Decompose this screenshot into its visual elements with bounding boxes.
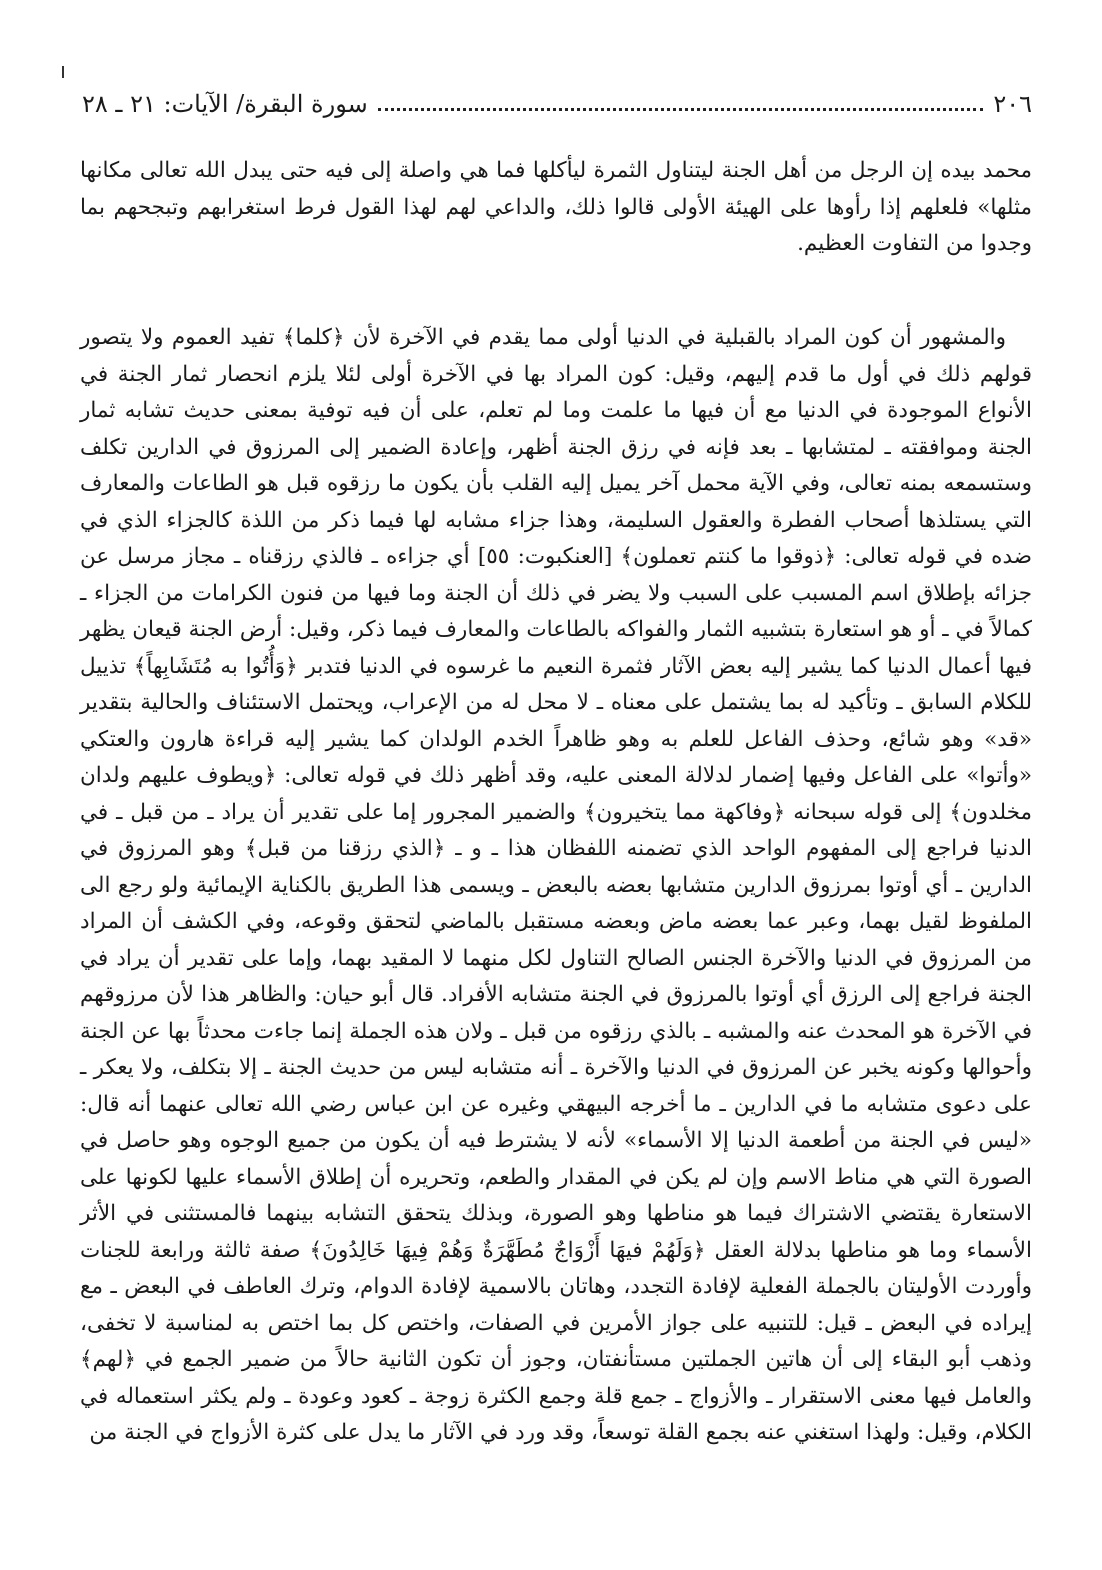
dotted-leader — [378, 108, 984, 111]
paragraph-1: محمد بيده إن الرجل من أهل الجنة ليتناول الثمرة ليأكلها فما هي واصلة إلى فيه حتى يبدل الله تعالى مكانها مثلها» فلعلهم إذا رأوها على الهيئة الأولى قالوا ذلك، والداعي لهم لهذا القول فرط استغرابهم وتبجحهم بما وجدوا من التفاوت العظيم. — [80, 158, 1032, 256]
paragraph-continuation — [80, 153, 1032, 263]
margin-mark — [62, 66, 64, 78]
page-number: ٢٠٦ — [993, 90, 1032, 118]
paragraph-main — [80, 320, 1032, 1452]
running-header — [82, 84, 1032, 124]
paragraph-2: والمشهور أن كون المراد بالقبلية في الدنيا أولى مما يقدم في الآخرة لأن ﴿كلما﴾ تفيد العموم ولا يتصور قولهم ذلك في أول ما قدم إليهم، وقيل: كون المراد بها في الآخرة أولى لئلا يلزم انحصار ثمار الجنة في الأنواع الموجودة في الدنيا مع أن فيها ما علمت وما لم تعلم، على أن فيه توفية بمعنى حديث تشابه ثمار الجنة وموافقته ـ لمتشابها ـ بعد فإنه في رزق الجنة أظهر، وإعادة الضمير إلى المرزوق في الدارين تكلف وستسمعه بمنه تعالى، وفي الآية محمل آخر يميل إليه القلب بأن يكون ما رزقوه قبل هو الطاعات والمعارف التي يستلذها أصحاب الفطرة والعقول السليمة، وهذا جزاء مشابه لها فيما ذكر من اللذة كالجزاء الذي في ضده في قوله تعالى: ﴿ذوقوا ما كنتم تعملون﴾ [العنكبوت: ٥٥] أي جزاءه ـ فالذي رزقناه ـ مجاز مرسل عن جزائه بإطلاق اسم المسبب على السبب ولا يضر في ذلك أن الجنة وما فيها من فنون الكرامات من الجزاء ـ كمالاً في ـ أو هو استعارة بتشبيه الثمار والفواكه بالطاعات والمعارف فيما ذكر، وقيل: أرض الجنة قيعان يظهر فيها أعمال الدنيا كما يشير إليه بعض الآثار فثمرة النعيم ما غرسوه في الدنيا فتدبر ﴿وَأُتُوا به مُتَشَابِهاً﴾ تذييل للكلام السابق ـ وتأكيد له بما يشتمل على معناه ـ لا محل له من الإعراب، ويحتمل الاستئناف والحالية بتقدير «قد» وهو شائع، وحذف الفاعل للعلم به وهو ظاهراً الخدم الولدان كما يشير إليه قراءة هارون والعتكي «وأتوا» على الفاعل وفيها إضمار لدلالة المعنى عليه، وقد أظهر ذلك في قوله تعالى: ﴿ويطوف عليهم ولدان مخلدون﴾ إلى قوله سبحانه ﴿وفاكهة مما يتخيرون﴾ والضمير المجرور إما على تقدير أن يراد ـ من قبل ـ في الدنيا فراجع إلى المفهوم الواحد الذي تضمنه اللفظان هذا ـ و ـ ﴿الذي رزقنا من قبل﴾ وهو المرزوق في الدارين ـ أي أوتوا بمرزوق الدارين متشابها بعضه بالبعض ـ ويسمى هذا الطريق بالكناية الإيمائية ولو رجع الى الملفوظ لقيل بهما، وعبر عما بعضه ماض وبعضه مستقبل بالماضي لتحقق وقوعه، وفي الكشف أن المراد من المرزوق في الدنيا والآخرة الجنس الصالح التناول لكل منهما لا المقيد بهما، وإما على تقدير أن يراد في الجنة فراجع إلى الرزق أي أوتوا بالمرزوق في الجنة متشابه الأفراد. قال أبو حيان: والظاهر هذا لأن مرزوقهم في الآخرة هو المحدث عنه والمشبه ـ بالذي رزقوه من قبل ـ ولان هذه الجملة إنما جاءت محدثاً بها عن الجنة وأحوالها وكونه يخبر عن المرزوق في الدنيا والآخرة ـ أنه متشابه ليس من حديث الجنة ـ إلا بتكلف، ولا يعكر ـ على دعوى متشابه ما في الدارين ـ ما أخرجه البيهقي وغيره عن ابن عباس رضي الله تعالى عنهما أنه قال: «ليس في الجنة من أطعمة الدنيا إلا الأسماء» لأنه لا يشترط فيه أن يكون من جميع الوجوه وهو حاصل في الصورة التي هي مناط الاسم وإن لم يكن في المقدار والطعم، وتحريره أن إطلاق الأسماء عليها لكونها على الاستعارة يقتضي الاشتراك فيما هو مناطها وهو الصورة، وبذلك يتحقق التشابه بينهما فالمستثنى في الأثر الأسماء وما هو مناطها بدلالة العقل ﴿وَلَهُمْ فيهَا أَزْوَاجٌ مُطَهَّرَةٌ وَهُمْ فِيهَا خَالِدُونَ﴾ صفة ثالثة ورابعة للجنات وأوردت الأوليتان بالجملة الفعلية لإفادة التجدد، وهاتان بالاسمية لإفادة الدوام، وترك العاطف في البعض ـ مع إيراده في البعض ـ قيل: للتنبيه على جواز الأمرين في الصفات، واختص كل بما اختص به لمناسبة لا تخفى، وذهب أبو البقاء إلى أن هاتين الجملتين مستأنفتان، وجوز أن تكون الثانية حالاً من ضمير الجمع في ﴿لهم﴾ والعامل فيها معنى الاستقرار ـ والأزواج ـ جمع قلة وجمع الكثرة زوجة ـ كعود وعودة ـ ولم يكثر استعماله في الكلام، وقيل: ولهذا استغني عنه بجمع القلة توسعاً، وقد ورد في الآثار ما يدل على كثرة الأزواج في الجنة من — [80, 325, 1032, 1445]
chapter-title: سورة البقرة/ الآيات: ٢١ ـ ٢٨ — [82, 90, 368, 118]
